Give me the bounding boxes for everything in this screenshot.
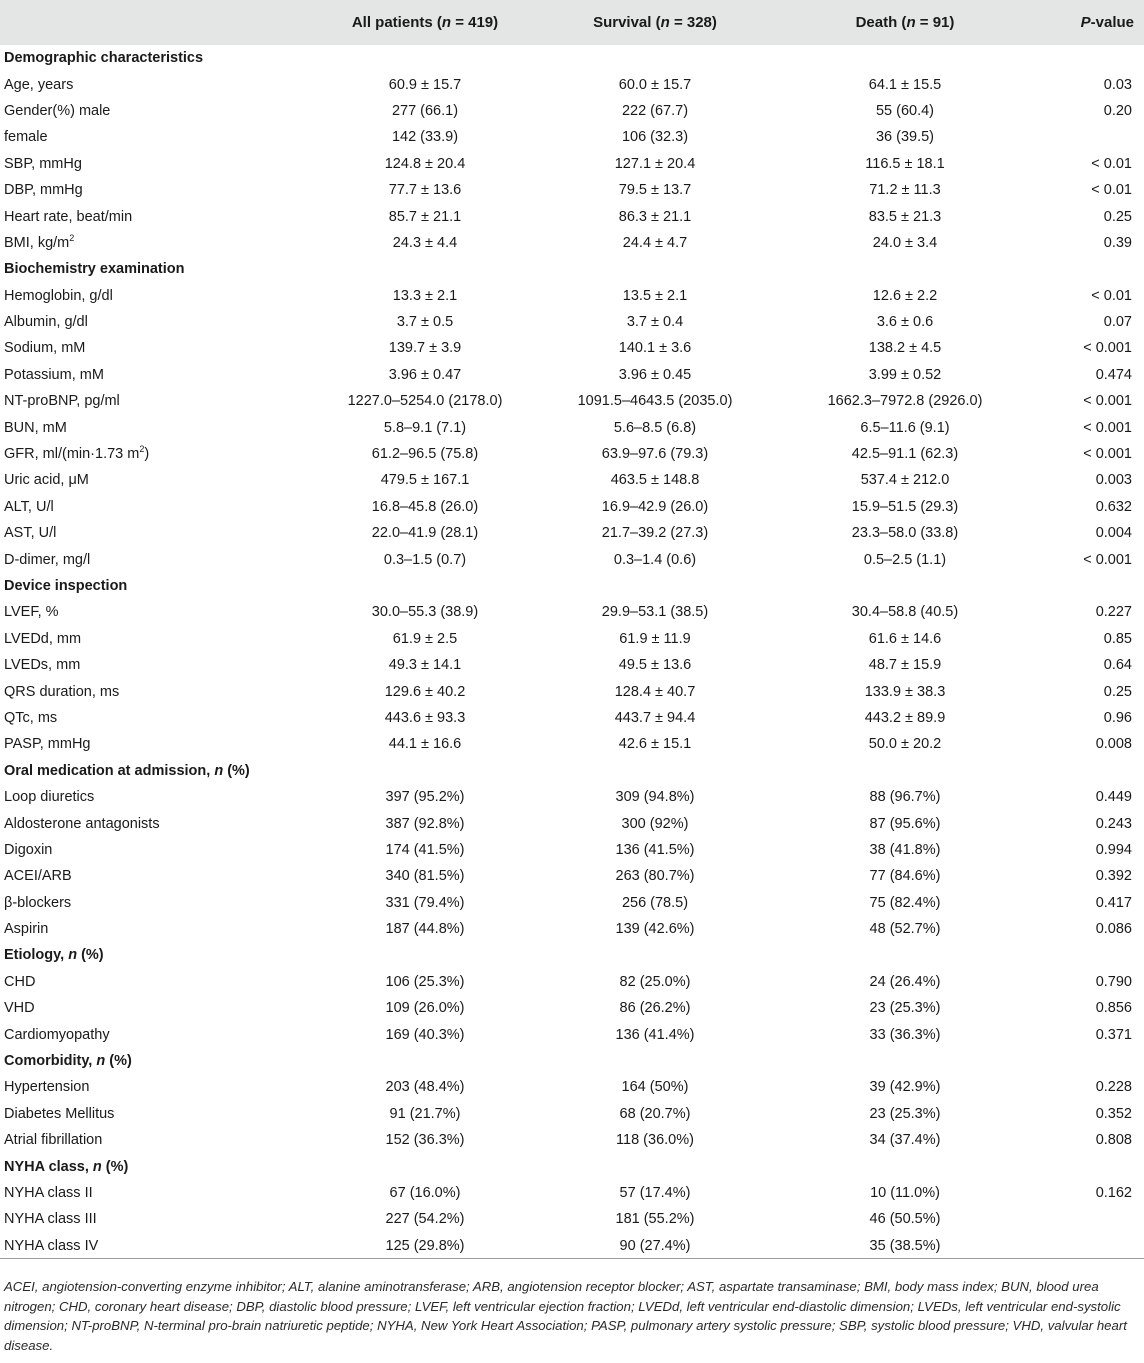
cell-survival: 0.3–1.4 (0.6)	[613, 551, 697, 568]
row-label: Heart rate, beat/min	[4, 208, 133, 225]
table-row	[0, 494, 1144, 520]
cell-survival: 86 (26.2%)	[619, 1000, 691, 1017]
table-row	[0, 230, 1144, 256]
row-label: Gender(%) male	[4, 102, 111, 119]
cell-p-value: 0.352	[1095, 1105, 1132, 1122]
cell-death: 46 (50.5%)	[869, 1211, 941, 1228]
header-death: Death (n = 91)	[855, 14, 955, 31]
cell-survival: 300 (92%)	[621, 815, 689, 832]
cell-death: 3.6 ± 0.6	[876, 314, 934, 331]
cell-death: 30.4–58.8 (40.5)	[851, 604, 959, 621]
cell-death: 23 (25.3%)	[869, 1000, 941, 1017]
cell-survival: 140.1 ± 3.6	[618, 340, 692, 357]
cell-death: 83.5 ± 21.3	[868, 208, 942, 225]
cell-death: 88 (96.7%)	[869, 789, 941, 806]
cell-all-patients: 331 (79.4%)	[385, 894, 465, 911]
cell-p-value: 0.632	[1095, 498, 1132, 515]
row-label: SBP, mmHg	[4, 155, 82, 172]
row-label: Age, years	[4, 76, 74, 93]
cell-p-value	[1030, 1233, 1144, 1259]
cell-death: 38 (41.8%)	[869, 841, 941, 858]
table-row	[0, 1233, 1144, 1259]
cell-all-patients: 187 (44.8%)	[385, 921, 465, 938]
table-row	[0, 1101, 1144, 1127]
cell-p-value: 0.64	[1103, 657, 1132, 674]
cell-all-patients: 174 (41.5%)	[385, 841, 465, 858]
cell-survival: 79.5 ± 13.7	[618, 182, 692, 199]
cell-all-patients: 77.7 ± 13.6	[388, 182, 462, 199]
table-header	[0, 0, 1144, 45]
section-title: NYHA class, n (%)	[4, 1158, 129, 1175]
cell-survival: 463.5 ± 148.8	[610, 472, 700, 489]
cell-p-value: 0.96	[1103, 709, 1132, 726]
table-row	[0, 626, 1144, 652]
cell-p-value: 0.07	[1103, 314, 1132, 331]
cell-survival: 13.5 ± 2.1	[622, 287, 688, 304]
cell-death: 15.9–51.5 (29.3)	[851, 498, 959, 515]
cell-survival: 106 (32.3)	[621, 129, 689, 146]
cell-all-patients: 0.3–1.5 (0.7)	[383, 551, 467, 568]
cell-survival: 3.96 ± 0.45	[618, 366, 692, 383]
cell-p-value: 0.227	[1095, 604, 1132, 621]
cell-p-value	[1030, 124, 1144, 150]
cell-survival: 61.9 ± 11.9	[619, 630, 691, 647]
row-label: LVEF, %	[4, 604, 59, 621]
cell-survival: 164 (50%)	[621, 1079, 689, 1096]
table-row	[0, 1180, 1144, 1206]
table-row	[0, 916, 1144, 942]
cell-death: 116.5 ± 18.1	[865, 155, 945, 172]
table-row	[0, 177, 1144, 203]
cell-all-patients: 22.0–41.9 (28.1)	[371, 525, 479, 542]
table-footnote: ACEI, angiotension-converting enzyme inhibitor; ALT, alanine aminotransferase; ARB, angiotension receptor blocker; AST, aspartate transaminase; BMI, body mass index; BUN, blood urea nitrogen; CHD, coronary heart disease; DBP, diastolic blood pressure; LVEF, left ventricular ejection fraction; LVEDd, left ventricular end-diastolic dimension; LVEDs, left ventricular end-systolic dimension; NT-proBNP, N-terminal pro-brain natriuretic peptide; NYHA, New York Heart Association; PASP, pulmonary artery systolic pressure; SBP, systolic blood pressure; VHD, valvular heart disease.	[4, 1279, 1127, 1354]
row-label: ACEI/ARB	[4, 868, 72, 885]
cell-death: 24 (26.4%)	[869, 973, 941, 990]
row-label: GFR, ml/(min·1.73 $m^2$)	[4, 444, 150, 463]
cell-death: 61.6 ± 14.6	[868, 630, 942, 647]
table-row	[0, 309, 1144, 335]
row-label: Hypertension	[4, 1079, 90, 1096]
cell-p-value: 0.808	[1095, 1132, 1132, 1149]
row-label: NYHA class II	[4, 1184, 93, 1201]
cell-death: 0.5–2.5 (1.1)	[863, 551, 947, 568]
cell-survival: 82 (25.0%)	[619, 973, 691, 990]
header-row	[0, 0, 1144, 45]
cell-p-value: 0.474	[1095, 366, 1132, 383]
cell-survival: 136 (41.4%)	[615, 1026, 695, 1043]
cell-all-patients: 49.3 ± 14.1	[388, 657, 462, 674]
cell-survival: 49.5 ± 13.6	[618, 657, 692, 674]
cell-death: 12.6 ± 2.2	[872, 287, 938, 304]
cell-all-patients: 60.9 ± 15.7	[388, 76, 462, 93]
cell-p-value: 0.086	[1095, 921, 1132, 938]
cell-death: 10 (11.0%)	[870, 1184, 940, 1201]
cell-all-patients: 5.8–9.1 (7.1)	[383, 419, 467, 436]
cell-all-patients: 142 (33.9)	[391, 129, 459, 146]
cell-death: 6.5–11.6 (9.1)	[860, 419, 950, 436]
header-p-value: P-value	[1080, 14, 1134, 31]
table-row	[0, 546, 1144, 572]
table-row	[0, 441, 1144, 467]
cell-all-patients: 106 (25.3%)	[385, 973, 465, 990]
section-title: Comorbidity, n (%)	[4, 1053, 132, 1070]
cell-death: 75 (82.4%)	[869, 894, 941, 911]
cell-death: 34 (37.4%)	[869, 1132, 941, 1149]
cell-death: 48.7 ± 15.9	[868, 657, 942, 674]
table-row	[0, 890, 1144, 916]
cell-all-patients: 13.3 ± 2.1	[392, 287, 458, 304]
section-title: Etiology, n (%)	[4, 947, 104, 964]
row-label: Sodium, mM	[4, 340, 86, 357]
cell-p-value: 0.994	[1095, 841, 1132, 858]
section-header-row	[0, 1153, 1144, 1179]
cell-death: 36 (39.5)	[875, 129, 935, 146]
header-all-patients: All patients (n = 419)	[351, 14, 499, 31]
cell-death: 50.0 ± 20.2	[868, 736, 942, 753]
table-row	[0, 98, 1144, 124]
cell-all-patients: 125 (29.8%)	[320, 1233, 530, 1259]
cell-survival: 443.7 ± 94.4	[614, 709, 696, 726]
cell-death: 71.2 ± 11.3	[869, 182, 941, 199]
row-label: β-blockers	[4, 894, 72, 911]
cell-all-patients: 91 (21.7%)	[389, 1105, 461, 1122]
cell-survival: 3.7 ± 0.4	[626, 314, 684, 331]
row-label: DBP, mmHg	[4, 182, 83, 199]
section-header-row	[0, 1048, 1144, 1074]
cell-survival: 60.0 ± 15.7	[618, 76, 692, 93]
row-label: Loop diuretics	[4, 789, 95, 806]
cell-all-patients: 203 (48.4%)	[385, 1079, 465, 1096]
cell-death: 39 (42.9%)	[869, 1079, 941, 1096]
row-label: NYHA class IV	[0, 1233, 320, 1259]
cell-death: 55 (60.4)	[875, 102, 935, 119]
table-row	[0, 810, 1144, 836]
row-label: QTc, ms	[4, 709, 58, 726]
cell-death: 42.5–91.1 (62.3)	[851, 446, 959, 463]
section-header-row	[0, 942, 1144, 968]
row-label: Digoxin	[4, 841, 53, 858]
table-row	[0, 283, 1144, 309]
cell-all-patients: 67 (16.0%)	[389, 1184, 461, 1201]
cell-all-patients: 340 (81.5%)	[385, 868, 465, 885]
section-title: Biochemistry examination	[4, 261, 185, 278]
cell-all-patients: 44.1 ± 16.6	[388, 736, 462, 753]
cell-survival: 263 (80.7%)	[615, 868, 695, 885]
cell-p-value: 0.03	[1103, 76, 1132, 93]
cell-survival: 57 (17.4%)	[619, 1184, 691, 1201]
table-row	[0, 203, 1144, 229]
section-title: Device inspection	[4, 578, 128, 594]
row-label: Albumin, g/dl	[4, 314, 88, 331]
cell-death: 23 (25.3%)	[869, 1105, 941, 1122]
cell-p-value: 0.008	[1095, 736, 1132, 753]
cell-survival: 29.9–53.1 (38.5)	[601, 604, 709, 621]
cell-all-patients: 61.9 ± 2.5	[392, 630, 458, 647]
row-label: QRS duration, ms	[4, 683, 120, 700]
cell-death: 64.1 ± 15.5	[868, 76, 942, 93]
row-label: PASP, mmHg	[4, 736, 91, 753]
cell-all-patients: 479.5 ± 167.1	[380, 472, 470, 489]
cell-death: 24.0 ± 3.4	[872, 234, 938, 251]
cell-all-patients: 3.96 ± 0.47	[388, 366, 462, 383]
cell-all-patients: 85.7 ± 21.1	[388, 208, 462, 225]
table-row	[0, 71, 1144, 97]
cell-death: 138.2 ± 4.5	[868, 340, 942, 357]
cell-p-value: 0.371	[1095, 1026, 1132, 1043]
cell-p-value: < 0.01	[1091, 182, 1132, 199]
table-body	[0, 45, 1144, 1259]
row-label: LVEDd, mm	[4, 630, 82, 647]
section-title: Oral medication at admission, n (%)	[4, 762, 250, 779]
table-row	[0, 678, 1144, 704]
cell-p-value: 0.243	[1095, 815, 1132, 832]
cell-all-patients: 387 (92.8%)	[385, 815, 465, 832]
cell-p-value: 0.162	[1095, 1184, 1132, 1201]
cell-p-value: 0.228	[1095, 1079, 1132, 1096]
row-label: CHD	[4, 973, 36, 990]
cell-p-value	[1030, 1206, 1144, 1232]
cell-p-value: 0.004	[1095, 525, 1132, 542]
table-row	[0, 151, 1144, 177]
cell-survival: 63.9–97.6 (79.3)	[601, 446, 709, 463]
cell-death: 87 (95.6%)	[869, 815, 941, 832]
cell-death: 33 (36.3%)	[869, 1026, 941, 1043]
row-label: BMI, $kg/m^2$	[4, 233, 75, 251]
cell-survival: 139 (42.6%)	[615, 921, 695, 938]
cell-p-value: < 0.001	[1083, 419, 1132, 436]
table-row	[0, 731, 1144, 757]
cell-all-patients: 124.8 ± 20.4	[384, 155, 466, 172]
cell-survival: 309 (94.8%)	[615, 789, 695, 806]
cell-survival: 16.9–42.9 (26.0)	[601, 498, 709, 515]
cell-survival: 118 (36.0%)	[616, 1132, 694, 1149]
cell-all-patients: 169 (40.3%)	[385, 1026, 465, 1043]
table-row	[0, 652, 1144, 678]
cell-p-value: 0.417	[1095, 894, 1132, 911]
table-row	[0, 837, 1144, 863]
table-row	[0, 863, 1144, 889]
table-row	[0, 705, 1144, 731]
cell-death: 77 (84.6%)	[869, 868, 941, 885]
table-row	[0, 784, 1144, 810]
table-row	[0, 388, 1144, 414]
row-label: female	[4, 129, 48, 146]
row-label: BUN, mM	[4, 419, 67, 436]
row-label: Atrial fibrillation	[4, 1132, 103, 1149]
cell-all-patients: 109 (26.0%)	[385, 1000, 465, 1017]
cell-p-value: 0.392	[1095, 868, 1132, 885]
cell-death: 23.3–58.0 (33.8)	[851, 525, 959, 542]
cell-p-value: 0.39	[1103, 234, 1132, 251]
cell-all-patients: 277 (66.1)	[391, 102, 459, 119]
cell-all-patients: 152 (36.3%)	[385, 1132, 465, 1149]
cell-p-value: < 0.01	[1091, 155, 1132, 172]
cell-survival: 21.7–39.2 (27.3)	[601, 525, 709, 542]
section-header-row	[0, 256, 1144, 282]
row-label: Cardiomyopathy	[4, 1026, 110, 1043]
table-row	[0, 1127, 1144, 1153]
cell-survival: 222 (67.7)	[621, 102, 689, 119]
cell-death: 537.4 ± 212.0	[860, 472, 950, 489]
row-label: Potassium, mM	[4, 366, 104, 383]
table-row	[0, 520, 1144, 546]
section-title: Demographic characteristics	[4, 50, 204, 67]
cell-survival: 68 (20.7%)	[619, 1105, 691, 1122]
cell-all-patients: 16.8–45.8 (26.0)	[371, 498, 479, 515]
cell-all-patients: 397 (95.2%)	[385, 789, 465, 806]
row-label: Diabetes Mellitus	[4, 1105, 115, 1122]
header-survival: Survival (n = 328)	[593, 14, 717, 31]
table-row	[0, 124, 1144, 150]
cell-p-value: 0.85	[1103, 630, 1132, 647]
cell-survival: 128.4 ± 40.7	[614, 683, 696, 700]
cell-survival: 136 (41.5%)	[615, 841, 695, 858]
row-label: D-dimer, mg/l	[4, 551, 91, 568]
cell-all-patients: 30.0–55.3 (38.9)	[371, 604, 479, 621]
row-label: VHD	[4, 1000, 35, 1017]
cell-death: 133.9 ± 38.3	[864, 683, 946, 700]
table-row	[0, 414, 1144, 440]
row-label: NT-proBNP, pg/ml	[4, 393, 120, 410]
cell-all-patients: 3.7 ± 0.5	[396, 314, 454, 331]
row-label: ALT, U/l	[4, 498, 54, 515]
row-label: NYHA class III	[4, 1211, 97, 1228]
cell-p-value: 0.25	[1103, 208, 1132, 225]
cell-all-patients: 24.3 ± 4.4	[392, 234, 458, 251]
cell-survival: 181 (55.2%)	[615, 1211, 695, 1228]
cell-death: 35 (38.5%)	[780, 1233, 1030, 1259]
table-row	[0, 467, 1144, 493]
cell-survival: 127.1 ± 20.4	[614, 155, 696, 172]
cell-p-value: < 0.001	[1083, 340, 1132, 357]
table-row	[0, 599, 1144, 625]
cell-p-value: 0.003	[1095, 472, 1132, 489]
table-row	[0, 1074, 1144, 1100]
row-label: AST, U/l	[4, 525, 57, 542]
cell-p-value: < 0.001	[1083, 551, 1132, 568]
cell-p-value: < 0.01	[1091, 287, 1132, 304]
cell-death: 48 (52.7%)	[869, 921, 941, 938]
row-label: Aldosterone antagonists	[4, 815, 160, 832]
cell-death: 443.2 ± 89.9	[864, 709, 946, 726]
cell-p-value: 0.790	[1095, 973, 1132, 990]
table-row	[0, 995, 1144, 1021]
cell-survival: 256 (78.5)	[621, 894, 689, 911]
header-variable	[0, 0, 320, 45]
cell-survival: 5.6–8.5 (6.8)	[613, 419, 697, 436]
cell-all-patients: 227 (54.2%)	[385, 1211, 465, 1228]
row-label: Hemoglobin, g/dl	[4, 287, 113, 304]
cell-p-value: 0.20	[1103, 102, 1132, 119]
table-row	[0, 1206, 1144, 1232]
cell-survival: 42.6 ± 15.1	[618, 736, 692, 753]
cell-p-value: < 0.001	[1083, 446, 1132, 463]
cell-death: 1662.3–7972.8 (2926.0)	[827, 393, 983, 410]
cell-p-value: 0.25	[1103, 683, 1132, 700]
section-header-row	[0, 45, 1144, 71]
cell-p-value: 0.856	[1095, 1000, 1132, 1017]
cell-all-patients: 443.6 ± 93.3	[384, 709, 466, 726]
cell-p-value: 0.449	[1095, 789, 1132, 806]
cell-survival: 90 (27.4%)	[530, 1233, 780, 1259]
cell-all-patients: 139.7 ± 3.9	[388, 340, 462, 357]
cell-survival: 24.4 ± 4.7	[622, 234, 688, 251]
table-row	[0, 335, 1144, 361]
cell-all-patients: 129.6 ± 40.2	[384, 683, 466, 700]
cell-p-value: < 0.001	[1083, 393, 1132, 410]
row-label: LVEDs, mm	[4, 657, 81, 674]
cell-all-patients: 61.2–96.5 (75.8)	[371, 446, 479, 463]
row-label: Aspirin	[4, 921, 49, 938]
section-header-row	[0, 758, 1144, 784]
cell-survival: 86.3 ± 21.1	[618, 208, 692, 225]
cell-survival: 1091.5–4643.5 (2035.0)	[577, 393, 733, 410]
section-header-row	[0, 573, 1144, 599]
cell-death: 3.99 ± 0.52	[868, 366, 942, 383]
table-row	[0, 362, 1144, 388]
table-row	[0, 969, 1144, 995]
cell-all-patients: 1227.0–5254.0 (2178.0)	[347, 393, 503, 410]
table-row	[0, 1021, 1144, 1047]
row-label: Uric acid, μM	[4, 472, 89, 489]
